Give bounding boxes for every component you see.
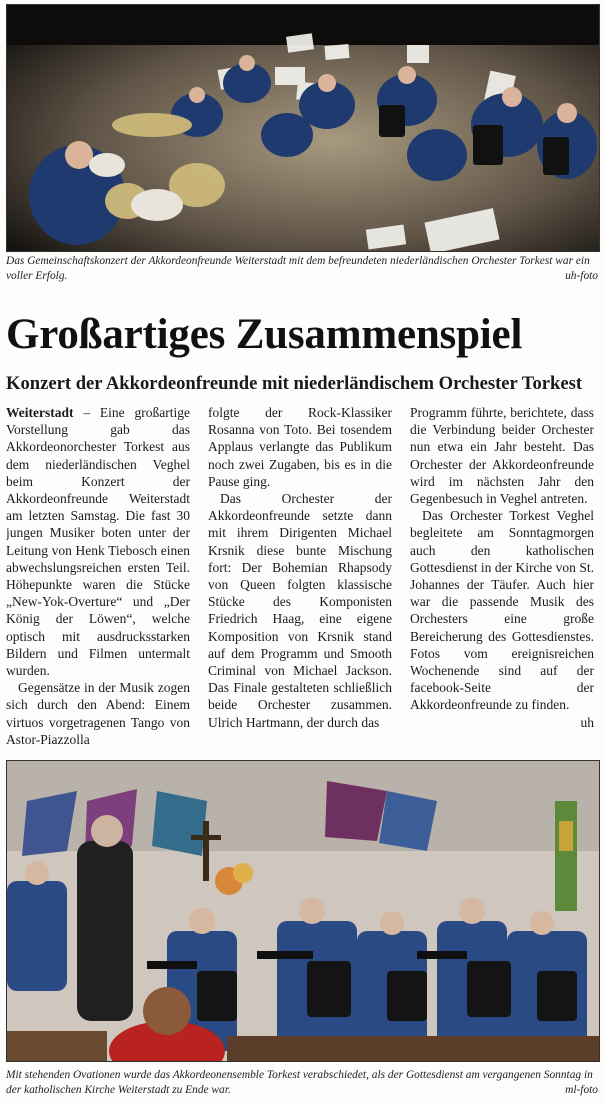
article-column-1 <box>6 404 190 748</box>
article-column-3 <box>410 404 594 748</box>
caption-text: Das Gemeinschaftskonzert der Akkordeonfreunde Weiterstadt mit dem befreundeten niederländischen Orchester Torkest war ein voller Erfolg. <box>6 255 590 282</box>
bottom-photo <box>6 760 600 1062</box>
bottom-photo-caption <box>6 1068 598 1098</box>
paragraph: Das Orchester der Akkordeonfreunde setzte dann mit ihrem Dirigenten Michael Krsnik diese bunte Mischung fort: Der Bohemian Rhapsody von Queen folgten klassische Stücke des Komponisten Friedrich Haag, eine eigene Komposition von Krsnik stand auf dem Programm und Smooth Criminal von Michael Jackson. Das Finale gestalteten schließlich beide Orchester zusammen. Ulrich Hartmann, der durch das <box>208 491 392 730</box>
paragraph: Programm führte, berichtete, dass die Verbindung beider Orchester nun etwa ein Jahr besteht. Das Orchester der Akkordeonfreunde wird im nächsten Jahr den Gegenbesuch in Veghel antreten. <box>410 405 594 507</box>
article-column-2 <box>208 404 392 748</box>
orchestra-stage-illustration <box>7 5 599 251</box>
top-photo-caption <box>6 254 598 284</box>
top-photo <box>6 4 600 252</box>
paragraph <box>410 507 594 730</box>
paragraph: Gegensätze in der Musik zogen sich durch den Abend: Einem virtuos vorgetragenen Tango von Astor-Piazzolla <box>6 680 190 747</box>
photo-credit: ml-foto <box>565 1084 598 1096</box>
church-concert-illustration <box>7 761 599 1061</box>
paragraph-text: – Eine großartige Vorstellung gab das Akkordeonorchester Torkest aus dem niederländischen Veghel beim Konzert der Akkordeonfreunde Weiterstadt am letzten Samstag. Die fast 30 jungen Musiker boten unter der Leitung von Henk Tiebosch einen abwechslungsreichen ersten Teil. Höhepunkte waren die Stücke „New-Yok-Overture“ und „Der König der Löwen“, welche optisch mit ausdrucksstarken Bildern und Filmen untermalt wurden. <box>6 405 190 679</box>
paragraph: folgte der Rock-Klassiker Rosanna von Toto. Bei tosendem Applaus verlangte das Publikum noch zwei Zugaben, bis es in die Pause ging. <box>208 405 392 489</box>
dateline: Weiterstadt <box>6 405 74 420</box>
photo-credit: uh-foto <box>565 270 598 282</box>
article-headline: Großartiges Zusammenspiel <box>6 311 523 358</box>
article-subheadline: Konzert der Akkordeonfreunde mit niederländischem Orchester Torkest <box>6 373 583 394</box>
paragraph-text: Das Orchester Torkest Veghel begleitete am Sonntagmorgen auch den katholischen Gottesdienst in der Kirche von St. Johannes der Täufer. Auch hier war die passende Musik des Orchesters eine große Bereicherung des Gottesdienstes. Fotos vom ereignisreichen Wochenende sind auf der facebook-Seite der Akkordeonfreunde zu finden. <box>410 508 594 713</box>
caption-text: Mit stehenden Ovationen wurde das Akkordeonensemble Torkest verabschiedet, als der Gottesdienst am vergangenen Sonntag in der katholischen Kirche Weiterstadt zu Ende war. <box>6 1069 593 1096</box>
paragraph <box>6 404 190 679</box>
author-signature: uh <box>580 714 594 730</box>
